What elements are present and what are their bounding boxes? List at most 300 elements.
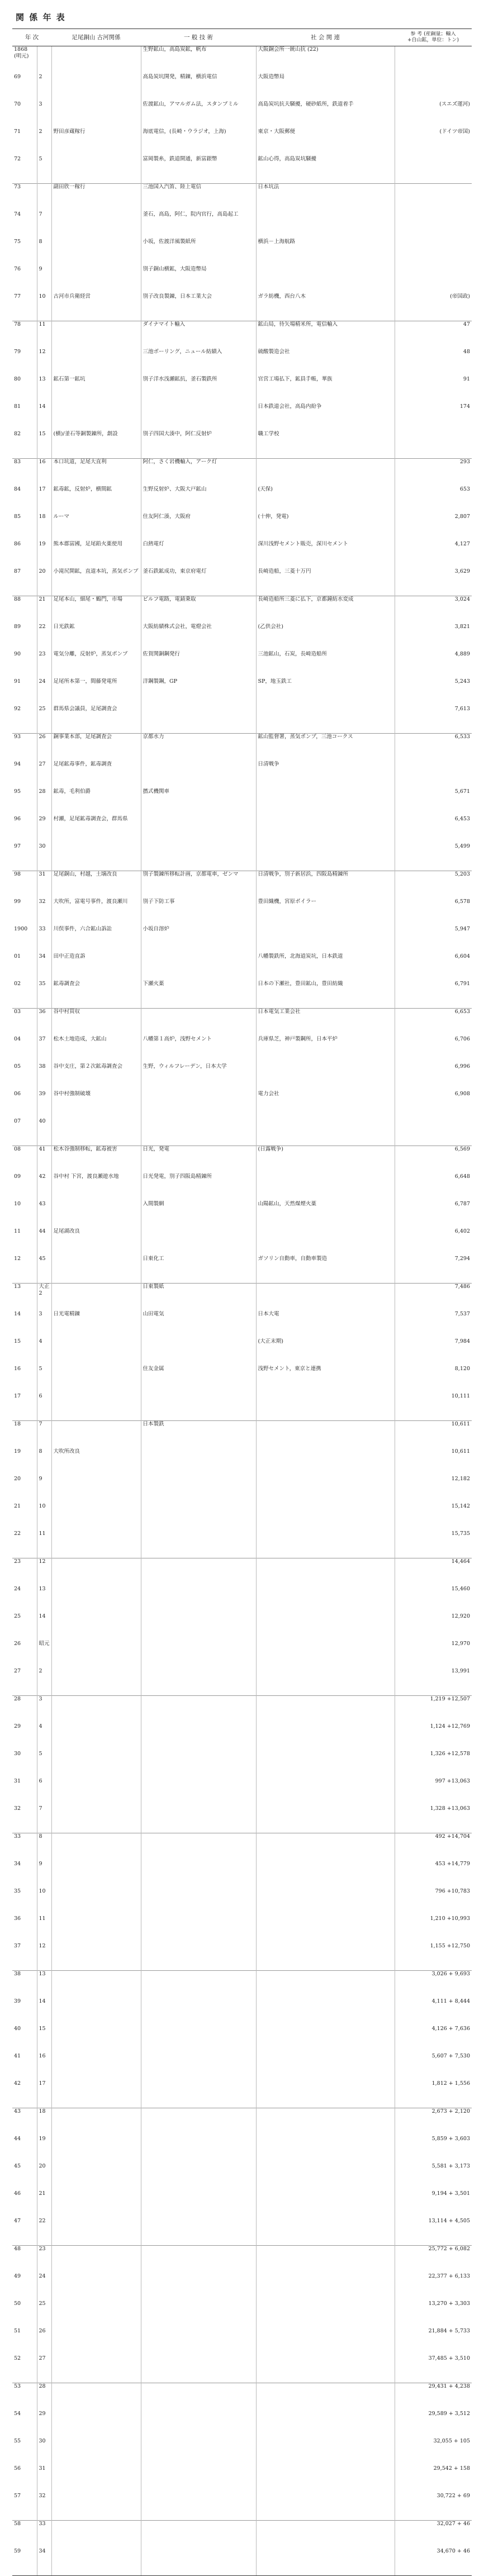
table-row [12,1063,472,1091]
era-cell: 30 [37,2438,51,2465]
table-row [12,1284,472,1311]
social-cell: 兵庫県芝，神戸製鋼所，日本平炉 [256,1036,395,1063]
social-cell [256,2053,395,2080]
year-cell: 48 [12,2246,37,2274]
tech-cell: 三池ボーリング，ニュール紡績入 [141,349,256,376]
ref-cell: 2,673 + 2,120 [395,2108,472,2136]
social-cell [256,1503,395,1531]
ref-cell: 6,604 [395,953,472,981]
social-cell [256,2108,395,2136]
social-cell: (大正末期) [256,1338,395,1366]
ref-cell: 13,991 [395,1668,472,1696]
social-cell: (天保) [256,486,395,514]
year-cell: 37 [14,1943,21,1949]
ref-cell: 4,111 + 8,444 [395,1998,472,2026]
social-cell: 日本大電 [256,1311,395,1338]
era-cell: 16 [37,459,51,487]
era-cell [37,46,51,74]
era-cell: 10 [37,1888,51,1916]
year-cell: 50 [14,2301,21,2307]
ashio-cell: 鉱石第一鉱坑 [51,376,141,403]
era-cell: 7 [37,1805,51,1833]
era-cell: 12 [37,349,51,376]
era-cell: 5 [37,1751,51,1778]
tech-cell [141,1916,256,1943]
table-row [12,1503,472,1531]
year-cell: 17 [14,1393,21,1399]
era-cell: 14 [37,403,51,431]
tech-cell: 海底電信，(長崎・ウラジオ，上海) [141,129,256,156]
table-row [12,2521,472,2549]
ashio-cell [51,1668,141,1696]
table-row [12,514,472,541]
ashio-cell [51,1971,141,1999]
tech-cell [141,2521,256,2549]
year-cell: 25 [14,1613,21,1619]
ref-cell: 174 [395,403,472,431]
ashio-cell [51,2053,141,2080]
table-row [12,74,472,101]
tech-cell: 下瀬火薬 [141,981,256,1009]
social-cell: 日本電気工業会社 [256,1009,395,1037]
social-cell: 東京・大阪郵便 [256,129,395,156]
table-row [12,101,472,129]
header-tech: 一 般 技 術 [141,29,256,46]
table-row [12,1311,472,1338]
social-cell: 鉱山心得，高島炭坑騒擾 [256,156,395,184]
era-cell: 2 [37,1668,51,1696]
year-cell: 56 [14,2465,21,2472]
table-row [12,376,472,403]
ashio-cell [51,2328,141,2355]
tech-cell [141,1943,256,1971]
tech-cell: 別子銅山横鉱，大阪造幣局 [141,266,256,293]
tech-cell [141,2438,256,2465]
era-cell: 23 [37,2246,51,2274]
social-cell: 大阪銅会所一統山抗 (22) [256,46,395,74]
era-cell: 22 [37,2218,51,2246]
tech-cell [141,1861,256,1888]
ashio-cell: 川俣事件，六合鉱山訴訟 [51,926,141,953]
year-cell: 42 [14,2080,21,2087]
ashio-cell: ルーマ [51,514,141,541]
ashio-cell: 副田欣一稼行 [51,184,141,212]
ref-cell: 6,533 [395,734,472,762]
ashio-cell [51,2136,141,2163]
ashio-cell [51,1476,141,1503]
year-cell: 80 [14,376,21,382]
tech-cell [141,2548,256,2575]
table-row [12,678,472,706]
era-cell: 36 [37,1009,51,1037]
year-cell: 82 [14,431,21,437]
ref-cell: 22,377 + 6,133 [395,2273,472,2301]
social-cell [256,1696,395,1724]
ashio-cell: 銅事業本部，足尾調査会 [51,734,141,762]
year-cell: 03 [12,1009,37,1037]
tech-cell [141,2053,256,2080]
era-cell: 21 [37,2190,51,2218]
social-cell [256,2163,395,2190]
ref-cell: 1,124 +12,769 [395,1723,472,1751]
table-row [12,349,472,376]
table-row [12,486,472,514]
era-cell: 37 [37,1036,51,1063]
year-cell: 40 [14,2026,21,2032]
year-cell: 79 [14,349,21,355]
ref-cell: 4,127 [395,541,472,568]
era-cell: 7 [37,1421,51,1449]
era-cell: 2 [37,129,51,156]
ashio-cell [51,2218,141,2246]
table-row [12,2493,472,2521]
ashio-cell: 谷中村買収 [51,1009,141,1037]
tech-cell: 富岡製糸，鉄道開通，新富銀幣 [141,156,256,184]
year-cell: 13 [12,1284,37,1311]
year-cell: 09 [14,1173,21,1180]
ashio-cell [51,2026,141,2053]
year-cell: 38 [12,1971,37,1999]
ref-cell: 5,243 [395,678,472,706]
tech-cell [141,1696,256,1724]
social-cell [256,2301,395,2328]
tech-cell: 佐賀関銅鋼発行 [141,651,256,678]
tech-cell: 別子改良製錬，日本工業大会 [141,293,256,321]
ashio-cell [51,1943,141,1971]
table-row [12,1036,472,1063]
era-cell: 3 [37,101,51,129]
era-cell: 19 [37,2136,51,2163]
year-cell: 05 [14,1063,21,1070]
tech-cell [141,706,256,734]
ashio-cell: 鉱毒調査会 [51,981,141,1009]
ref-cell: 6,787 [395,1201,472,1228]
social-cell [256,2246,395,2274]
ref-cell: 7,486 [395,1284,472,1311]
tech-cell [141,1558,256,1586]
year-cell: 22 [14,1531,21,1537]
tech-cell [141,1009,256,1037]
ashio-cell [51,1503,141,1531]
table-row [12,1531,472,1558]
social-cell [256,1118,395,1146]
social-cell: 山陽鉱山，天然煤煙火薬 [256,1201,395,1228]
year-cell: 31 [14,1778,21,1784]
table-row [12,1833,472,1861]
ref-cell: 1,326 +12,578 [395,1751,472,1778]
year-cell: 51 [14,2328,21,2334]
ashio-cell [51,2355,141,2383]
table-row [12,1943,472,1971]
table-row [12,184,472,212]
table-row [12,2383,472,2411]
ashio-cell [51,266,141,293]
ashio-cell: (横)/釜石等銅製錬所，創設 [51,431,141,459]
year-cell: 41 [14,2053,21,2059]
era-cell: 33 [37,2521,51,2549]
tech-cell [141,2328,256,2355]
table-row [12,2328,472,2355]
ashio-cell: 熊本郡富國，足尾鉛火薬使用 [51,541,141,568]
ref-cell: 12,182 [395,1476,472,1503]
social-cell [256,1778,395,1805]
table-row [12,266,472,293]
ref-cell: 3,629 [395,568,472,596]
era-cell: 10 [37,293,51,321]
ashio-cell [51,1696,141,1724]
year-cell: 34 [14,1861,21,1867]
table-row [12,1366,472,1393]
tech-cell [141,1751,256,1778]
ashio-cell [51,239,141,266]
era-cell: 13 [37,1971,51,1999]
year-cell: 83 [12,459,37,487]
tech-cell: 日光，発電 [141,1146,256,1174]
table-row [12,1091,472,1118]
social-cell [256,211,395,239]
tech-cell [141,1613,256,1641]
tech-cell: 住友阿仁湊，大阪府 [141,514,256,541]
ashio-cell [51,1393,141,1421]
social-cell [256,1641,395,1668]
era-cell: 34 [37,2548,51,2575]
year-cell: 78 [12,321,37,349]
era-cell: 45 [37,1256,51,1284]
table-row [12,2273,472,2301]
table-row [12,1558,472,1586]
table-row [12,2053,472,2080]
table-row [12,2438,472,2465]
social-cell [256,1063,395,1091]
table-row [12,2026,472,2053]
tech-cell [141,1476,256,1503]
ref-cell: 32,055 + 105 [395,2438,472,2465]
year-cell: 96 [14,816,21,822]
social-cell [256,2521,395,2549]
chronology-table [12,28,472,2575]
era-cell: 31 [37,871,51,899]
ashio-cell [51,2465,141,2493]
tech-cell: 入間製網 [141,1201,256,1228]
ashio-cell [51,1201,141,1228]
social-cell: ガラ紡機，西台八木 [256,293,395,321]
ashio-cell: 群馬県会議員，足尾調査会 [51,706,141,734]
tech-cell [141,2355,256,2383]
ashio-cell: 谷中村 下宮，渡良瀬遊水地 [51,1173,141,1201]
table-row [12,981,472,1009]
table-row [12,1448,472,1476]
ref-cell: 7,984 [395,1338,472,1366]
tech-cell [141,1503,256,1531]
table-row [12,651,472,678]
era-cell: 20 [37,568,51,596]
ref-cell [395,156,472,184]
social-cell [256,1613,395,1641]
social-cell: 鉱山監督署，蒸気ポンプ，三池コークス [256,734,395,762]
social-cell [256,1284,395,1311]
year-cell: 36 [14,1916,21,1922]
social-cell: 高島炭坑抗夫騒擾，硬砂紙所，鉄道着手 [256,101,395,129]
tech-cell [141,2383,256,2411]
ref-cell: 48 [395,349,472,376]
table-row [12,156,472,184]
table-row [12,2465,472,2493]
year-cell: 71 [14,129,21,135]
era-cell: 16 [37,2053,51,2080]
year-cell: 39 [14,1998,21,2004]
ashio-cell [51,1421,141,1449]
era-cell: 44 [37,1228,51,1256]
ashio-cell: 古河市兵衛経営 [51,293,141,321]
era-cell: 12 [37,1558,51,1586]
ashio-cell [51,1284,141,1311]
year-cell: 45 [14,2163,21,2169]
table-row [12,1751,472,1778]
ref-cell: 15,142 [395,1503,472,1531]
year-cell: 08 [12,1146,37,1174]
table-row [12,2301,472,2328]
era-cell: 30 [37,843,51,871]
ref-cell: 4,889 [395,651,472,678]
ashio-cell [51,1338,141,1366]
tech-cell [141,1668,256,1696]
ref-cell: 7,294 [395,1256,472,1284]
social-cell [256,1805,395,1833]
ashio-cell [51,156,141,184]
page-title: 関 係 年 表 [16,12,66,22]
table-row [12,1421,472,1449]
table-row [12,1338,472,1366]
social-cell: 日本坑法 [256,184,395,212]
year-cell: 95 [14,788,21,795]
social-cell: 横浜－上海航路 [256,239,395,266]
year-cell: 1900 [14,926,28,932]
era-cell: 11 [37,1916,51,1943]
tech-cell [141,2493,256,2521]
year-cell: 73 [12,184,37,212]
social-cell [256,816,395,843]
era-cell: 39 [37,1091,51,1118]
tech-cell [141,1641,256,1668]
ref-cell: 5,947 [395,926,472,953]
table-row [12,1393,472,1421]
ref-cell: (帝国政) [395,293,472,321]
ashio-cell: 電気分離，反射炉，蒸気ポンプ [51,651,141,678]
social-cell [256,1476,395,1503]
year-cell: 12 [14,1256,21,1262]
ref-cell: 3,024 [395,596,472,624]
ref-cell: 7,537 [395,1311,472,1338]
social-cell: (十伸，発電) [256,514,395,541]
social-cell [256,2465,395,2493]
era-cell: 大正2 [37,1284,51,1311]
social-cell: 日清戦争 [256,761,395,788]
era-cell: 9 [37,1476,51,1503]
table-row [12,1118,472,1146]
era-cell: 5 [37,1366,51,1393]
tech-cell: 別子洋水浅瀬鉱抗，釜石製鉄所 [141,376,256,403]
table-row [12,2548,472,2575]
ashio-cell [51,1888,141,1916]
year-cell: 57 [14,2493,21,2499]
era-cell: 43 [37,1201,51,1228]
era-cell: 23 [37,651,51,678]
ref-cell [395,761,472,788]
year-cell: 52 [14,2355,21,2361]
ashio-cell: 松木谷強制移転，鉱毒被害 [51,1146,141,1174]
tech-cell [141,1805,256,1833]
year-cell: 86 [14,541,21,547]
ref-cell: 2,807 [395,514,472,541]
year-cell: 02 [14,981,21,987]
ref-cell: 796 +10,783 [395,1888,472,1916]
table-row [12,1613,472,1641]
era-cell: 13 [37,376,51,403]
ashio-cell [51,2493,141,2521]
year-cell: 16 [14,1366,21,1372]
year-cell: 18 [12,1421,37,1449]
table-row [12,706,472,734]
era-cell: 25 [37,2301,51,2328]
year-cell: 43 [12,2108,37,2136]
year-cell: 04 [14,1036,21,1042]
table-row [12,843,472,871]
table-row [12,1916,472,1943]
table-row [12,788,472,816]
social-cell: ガソリン自動車，自動車製造 [256,1256,395,1284]
social-cell: 日本の下瀬社，豊田鉱山，豊田紡織 [256,981,395,1009]
tech-cell [141,2163,256,2190]
ref-cell: 12,920 [395,1613,472,1641]
era-cell: 4 [37,1723,51,1751]
era-cell: 29 [37,2411,51,2438]
ref-cell: 12,970 [395,1641,472,1668]
table-row [12,1861,472,1888]
ashio-cell [51,74,141,101]
ref-cell: 9,194 + 3,501 [395,2190,472,2218]
tech-cell [141,953,256,981]
table-row [12,46,472,74]
tech-cell [141,1118,256,1146]
table-row [12,1696,472,1724]
year-cell: 33 [12,1833,37,1861]
era-cell: 26 [37,734,51,762]
era-cell: 15 [37,2026,51,2053]
ashio-cell [51,211,141,239]
era-cell: 34 [37,953,51,981]
era-cell: 14 [37,1998,51,2026]
social-cell [256,2438,395,2465]
ref-cell: 30,722 + 69 [395,2493,472,2521]
ref-cell: 5,607 + 7,530 [395,2053,472,2080]
ashio-cell [51,2273,141,2301]
ashio-cell: 足尾湖改良 [51,1228,141,1256]
ref-cell: 34,670 + 46 [395,2548,472,2575]
tech-cell [141,2301,256,2328]
ashio-cell [51,101,141,129]
ref-cell: 997 +13,063 [395,1778,472,1805]
year-cell: 74 [14,211,21,217]
table-row [12,293,472,321]
social-cell [256,843,395,871]
tech-cell: 白熱電灯 [141,541,256,568]
social-cell [256,1861,395,1888]
year-cell: 88 [12,596,37,624]
ashio-cell [51,2301,141,2328]
ashio-cell: 日光鉄鉱 [51,624,141,651]
ref-cell [395,211,472,239]
social-cell [256,459,395,487]
